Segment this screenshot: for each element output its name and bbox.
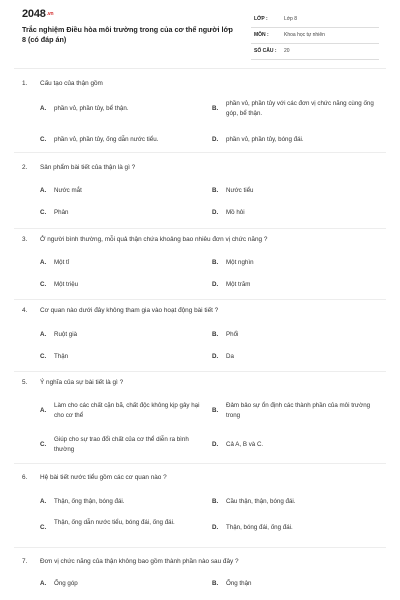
info-value: Khoa học tự nhiên	[284, 32, 325, 38]
info-label: SỐ CÂU :	[254, 48, 277, 54]
question-text: 1. Cấu tạo của thận gồm	[22, 80, 103, 87]
question-text: 7. Đơn vị chức năng của thận không bao gồm thành phần nào sau đây ?	[22, 558, 239, 565]
question-divider	[14, 152, 386, 153]
logo-main: 2048	[22, 8, 46, 20]
question-divider	[14, 371, 386, 372]
question-divider	[14, 547, 386, 548]
question-text: 2. Sản phẩm bài tiết của thận là gì ?	[22, 164, 136, 171]
info-row-count	[251, 44, 379, 60]
question-text: 6. Hệ bài tiết nước tiểu gồm các cơ quan nào ?	[22, 474, 167, 481]
info-value: Lớp 8	[284, 16, 298, 22]
info-row-subject	[251, 28, 379, 44]
info-table	[251, 12, 379, 60]
info-row-class	[251, 12, 379, 28]
question-divider	[14, 463, 386, 464]
site-logo[interactable]	[22, 8, 53, 20]
question-divider	[14, 228, 386, 229]
header-divider	[14, 68, 386, 69]
question-text: 4. Cơ quan nào dưới đây không tham gia vào hoạt động bài tiết ?	[22, 307, 219, 314]
logo-sub: .vn	[46, 11, 54, 18]
info-label: MÔN :	[254, 32, 269, 38]
page-header	[0, 0, 400, 70]
question-divider	[14, 299, 386, 300]
question-text: 5. Ý nghĩa của sự bài tiết là gì ?	[22, 379, 124, 386]
info-value: 20	[284, 48, 290, 54]
info-label: LỚP :	[254, 16, 268, 22]
page-title: Trắc nghiệm Điều hòa môi trường trong của cơ thể người lớp 8 (có đáp án)	[22, 25, 233, 44]
question-text: 3. Ở người bình thường, mỗi quả thận chứa khoảng bao nhiêu đơn vị chức năng ?	[22, 236, 268, 243]
